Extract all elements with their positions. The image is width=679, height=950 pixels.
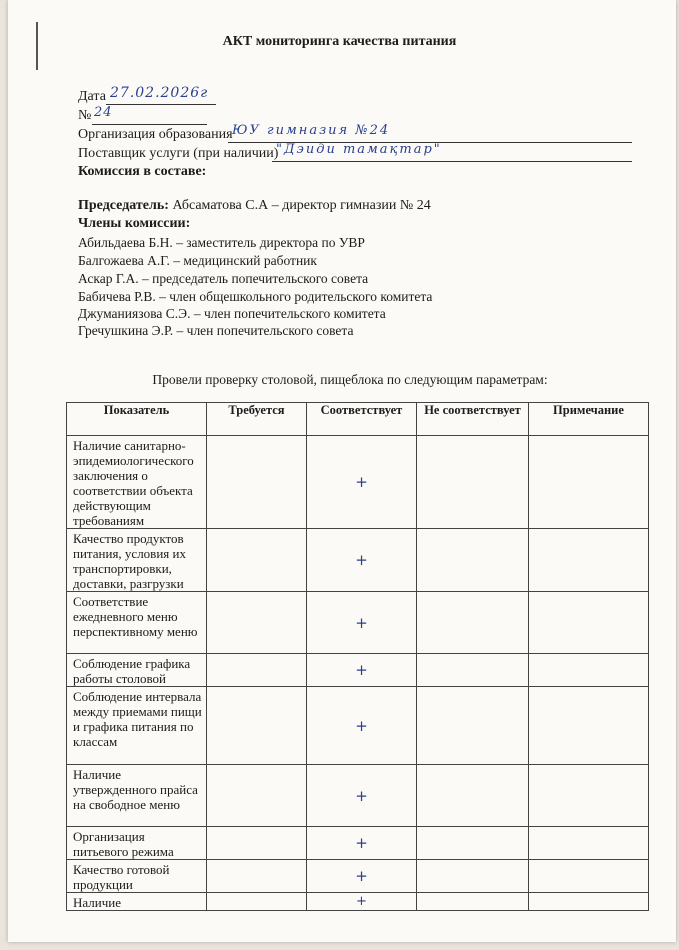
complies-mark: + [307,436,417,529]
note-cell [529,827,649,860]
complies-mark: + [307,765,417,827]
indicator-cell: Качество готовой продукции [67,860,207,893]
document-title: АКТ мониторинга качества питания [222,34,457,49]
note-cell [529,860,649,893]
not-complies-cell [417,687,529,765]
note-cell [529,687,649,765]
table-row [67,687,649,765]
header-note: Примечание [529,403,649,436]
note-cell [529,436,649,529]
table-row [67,827,649,860]
required-cell [207,893,307,911]
complies-mark: + [307,529,417,592]
header-complies: Соответствует [307,403,417,436]
organization-label: Организация образования [78,127,233,142]
supplier-underline [272,161,632,162]
indicator-cell: Наличие санитарно-эпидемиологического заключения о соответствии объекта действующим требованиям [67,436,207,529]
date-label: Дата [78,89,106,104]
members-label: Члены комиссии: [78,216,191,231]
required-cell [207,592,307,654]
indicator-cell: Организация питьевого режима [67,827,207,860]
supplier-value: "Дэиди тамақтар" [276,142,442,157]
chair-value: Абсаматова С.А – директор гимназии № 24 [172,198,431,213]
required-cell [207,654,307,687]
commission-label: Комиссия в составе: [78,164,207,179]
table-row [67,860,649,893]
chair-line [78,198,431,214]
number-value: 24 [94,105,113,120]
table-row [67,893,649,911]
indicator-cell: Качество продуктов питания, условия их транспортировки, доставки, разгрузки [67,529,207,592]
note-cell [529,529,649,592]
member-item: Аскар Г.А. – председатель попечительского совета [78,271,369,286]
complies-mark: + [307,860,417,893]
member-item: Джуманиязова С.Э. – член попечительского комитета [78,306,386,321]
member-item: Бабичева Р.В. – член общешкольного родительского комитета [78,289,433,304]
indicator-cell: Соблюдение интервала между приемами пищи и графика питания по классам [67,687,207,765]
table-row [67,654,649,687]
number-underline [92,124,207,125]
header-indicator: Показатель [67,403,207,436]
date-value: 27.02.2026г [110,85,209,101]
not-complies-cell [417,893,529,911]
complies-mark: + [307,592,417,654]
required-cell [207,860,307,893]
note-cell [529,765,649,827]
indicator-cell: Наличие утвержденного прайса на свободное меню [67,765,207,827]
table-header-row [67,403,649,436]
not-complies-cell [417,765,529,827]
indicator-cell: Соответствие ежедневного меню перспективному меню [67,592,207,654]
table-row [67,529,649,592]
required-cell [207,827,307,860]
complies-mark: + [307,827,417,860]
required-cell [207,436,307,529]
note-cell [529,654,649,687]
table-row [67,592,649,654]
not-complies-cell [417,592,529,654]
supplier-label: Поставщик услуги (при наличии) [78,146,279,161]
inspection-intro: Провели проверку столовой, пищеблока по следующим параметрам: [152,372,548,387]
not-complies-cell [417,860,529,893]
required-cell [207,765,307,827]
member-item: Гречушкина Э.Р. – член попечительского совета [78,323,354,338]
required-cell [207,529,307,592]
complies-mark: + [307,687,417,765]
not-complies-cell [417,654,529,687]
note-cell [529,592,649,654]
chair-label: Председатель: [78,198,169,213]
complies-mark: + [307,893,417,911]
member-item: Балгожаева А.Г. – медицинский работник [78,253,317,268]
indicator-cell: Соблюдение графика работы столовой [67,654,207,687]
required-cell [207,687,307,765]
member-item: Абильдаева Б.Н. – заместитель директора по УВР [78,235,365,250]
complies-mark: + [307,654,417,687]
header-not-complies: Не соответствует [417,403,529,436]
not-complies-cell [417,436,529,529]
not-complies-cell [417,827,529,860]
indicator-cell: Наличие [67,893,207,911]
note-cell [529,893,649,911]
not-complies-cell [417,529,529,592]
organization-value: ЮУ гимназия №24 [232,123,391,138]
table-row [67,436,649,529]
date-underline [106,104,216,105]
number-label: № [78,108,92,123]
header-required: Требуется [207,403,307,436]
inspection-table [66,402,649,911]
table-row [67,765,649,827]
